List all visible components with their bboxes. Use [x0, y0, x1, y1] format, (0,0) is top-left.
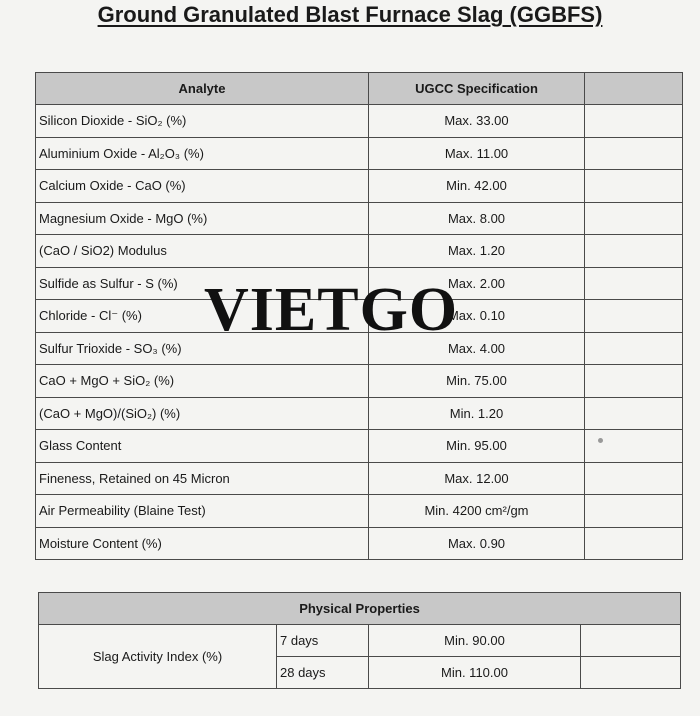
- empty-cell: [585, 495, 683, 528]
- spec-cell: Max. 2.00: [369, 267, 585, 300]
- empty-cell: [585, 462, 683, 495]
- spec-cell: Max. 4.00: [369, 332, 585, 365]
- analyte-cell: Fineness, Retained on 45 Micron: [36, 462, 369, 495]
- spec-cell: Min. 1.20: [369, 397, 585, 430]
- empty-cell: [585, 397, 683, 430]
- table-row: [36, 170, 683, 203]
- table-row: [36, 397, 683, 430]
- empty-cell: [585, 300, 683, 333]
- empty-cell: [585, 235, 683, 268]
- empty-cell: [581, 657, 681, 689]
- table-row: [36, 495, 683, 528]
- table-row: [36, 202, 683, 235]
- analyte-cell: Moisture Content (%): [36, 527, 369, 560]
- empty-cell: [585, 527, 683, 560]
- spec-cell: Min. 4200 cm²/gm: [369, 495, 585, 528]
- physical-properties-header: Physical Properties: [39, 593, 681, 625]
- analyte-cell: Air Permeability (Blaine Test): [36, 495, 369, 528]
- empty-cell: [585, 267, 683, 300]
- table-row: [36, 235, 683, 268]
- empty-cell: [585, 170, 683, 203]
- analyte-cell: Glass Content: [36, 430, 369, 463]
- spec-cell: Max. 0.90: [369, 527, 585, 560]
- table-row: [39, 625, 681, 657]
- table-row: [36, 527, 683, 560]
- spec-cell: Min. 95.00: [369, 430, 585, 463]
- empty-cell: [581, 625, 681, 657]
- speck-mark: [598, 438, 603, 443]
- table-row: [36, 430, 683, 463]
- analyte-cell: (CaO + MgO)/(SiO₂) (%): [36, 397, 369, 430]
- age-cell: 28 days: [277, 657, 369, 689]
- table-row: [36, 105, 683, 138]
- analyte-cell: (CaO / SiO2) Modulus: [36, 235, 369, 268]
- analyte-cell: Aluminium Oxide - Al₂O₃ (%): [36, 137, 369, 170]
- analyte-cell: Sulfur Trioxide - SO₃ (%): [36, 332, 369, 365]
- spec-cell: Min. 110.00: [369, 657, 581, 689]
- analyte-cell: Calcium Oxide - CaO (%): [36, 170, 369, 203]
- physical-properties-table: [38, 592, 681, 689]
- spec-cell: Max. 1.20: [369, 235, 585, 268]
- spec-cell: Max. 0.10: [369, 300, 585, 333]
- spec-cell: Max. 11.00: [369, 137, 585, 170]
- spec-cell: Min. 75.00: [369, 365, 585, 398]
- table-row: [36, 462, 683, 495]
- empty-cell: [585, 365, 683, 398]
- table-row: [36, 365, 683, 398]
- slag-activity-index-label: Slag Activity Index (%): [39, 625, 277, 689]
- analyte-cell: Silicon Dioxide - SiO₂ (%): [36, 105, 369, 138]
- age-cell: 7 days: [277, 625, 369, 657]
- spec-cell: Max. 8.00: [369, 202, 585, 235]
- physical-header-row: [39, 593, 681, 625]
- vietgo-watermark: VIETGO: [204, 276, 459, 344]
- spec-cell: Max. 12.00: [369, 462, 585, 495]
- table-row: [36, 137, 683, 170]
- analyte-cell: Magnesium Oxide - MgO (%): [36, 202, 369, 235]
- spec-cell: Min. 42.00: [369, 170, 585, 203]
- column-header-analyte: Analyte: [36, 73, 369, 105]
- table-header-row: [36, 73, 683, 105]
- document-title: Ground Granulated Blast Furnace Slag (GGBFS): [97, 2, 603, 27]
- analyte-cell: Sulfide as Sulfur - S (%): [36, 267, 369, 300]
- empty-cell: [585, 332, 683, 365]
- analyte-cell: CaO + MgO + SiO₂ (%): [36, 365, 369, 398]
- analyte-cell: Chloride - Cl⁻ (%): [36, 300, 369, 333]
- spec-cell: Min. 90.00: [369, 625, 581, 657]
- column-header-specification: UGCC Specification: [369, 73, 585, 105]
- empty-cell: [585, 202, 683, 235]
- empty-cell: [585, 137, 683, 170]
- spec-cell: Max. 33.00: [369, 105, 585, 138]
- column-header-blank: [585, 73, 683, 105]
- empty-cell: [585, 105, 683, 138]
- empty-cell: [585, 430, 683, 463]
